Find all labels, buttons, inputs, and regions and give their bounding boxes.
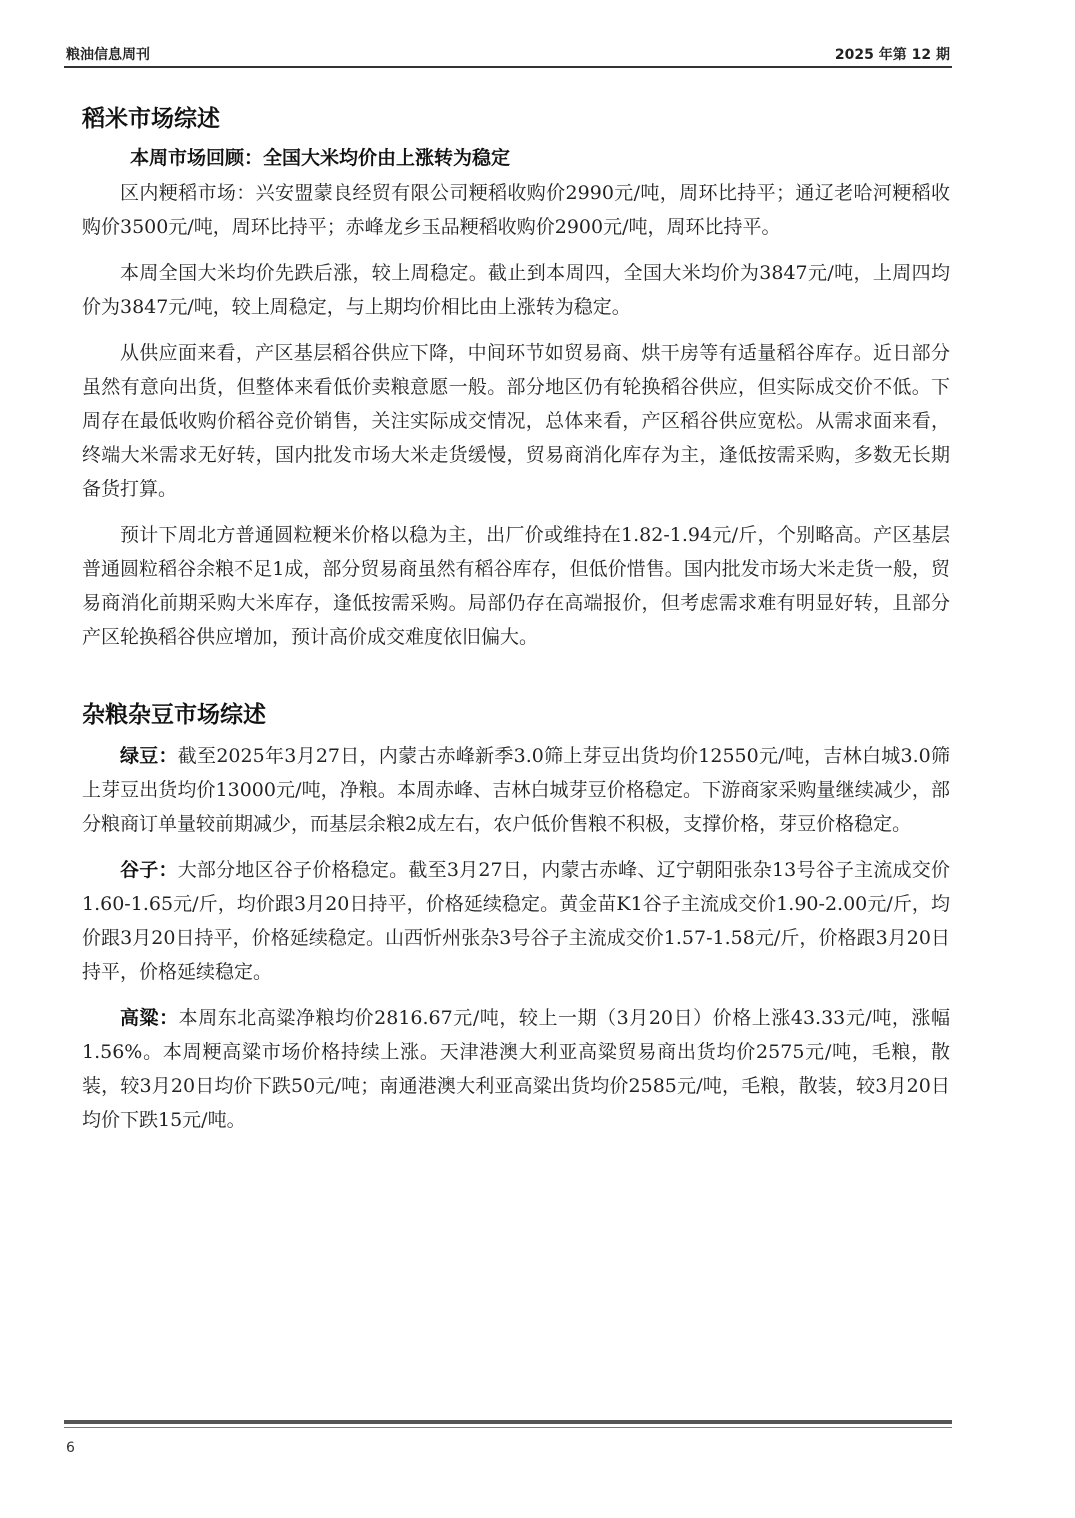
footer-divider-thick — [64, 1420, 952, 1424]
sorghum-paragraph — [82, 1001, 950, 1137]
journal-title: 粮油信息周刊 — [66, 47, 150, 63]
mung-bean-text: 截至2025年3月27日，内蒙古赤峰新季3.0筛上芽豆出货均价12550元/吨，吉林白城3.0筛上芽豆出货均价13000元/吨，净粮。本周赤峰、吉林白城芽豆价格稳定。下游商家采购量继续减少，部分粮商订单量较前期减少，而基层余粮2成左右，农户低价售粮不积极，支撑价格，芽豆价格稳定。 — [82, 745, 950, 835]
sorghum-text: 本周东北高粱净粮均价2816.67元/吨，较上一期（3月20日）价格上涨43.33元/吨，涨幅1.56%。本周粳高粱市场价格持续上涨。天津港澳大利亚高粱贸易商出货均价2575元/吨，毛粮，散装，较3月20日均价下跌50元/吨；南通港澳大利亚高粱出货均价2585元/吨，毛粮，散装，较3月20日均价下跌15元/吨。 — [82, 1007, 950, 1131]
rice-section-subtitle: 本周市场回顾：全国大米均价由上涨转为稳定 — [130, 147, 511, 169]
millet-label: 谷子： — [120, 859, 178, 881]
mung-bean-paragraph — [82, 739, 950, 841]
rice-paragraph-3: 从供应面来看，产区基层稻谷供应下降，中间环节如贸易商、烘干房等有适量稻谷库存。近日部分虽然有意向出货，但整体来看低价卖粮意愿一般。部分地区仍有轮换稻谷供应，但实际成交价不低。下周存在最低收购价稻谷竞价销售，关注实际成交情况，总体来看，产区稻谷供应宽松。从需求面来看，终端大米需求无好转，国内批发市场大米走货缓慢，贸易商消化库存为主，逢低按需采购，多数无长期备货打算。 — [82, 342, 950, 500]
mung-bean-label: 绿豆： — [120, 745, 178, 767]
footer-divider-thin — [64, 1427, 952, 1428]
issue-number: 2025 年第 12 期 — [834, 47, 950, 63]
millet-paragraph — [82, 853, 950, 989]
section-gap — [82, 666, 950, 696]
grains-section-title: 杂粮杂豆市场综述 — [82, 702, 266, 728]
rice-paragraph-1: 区内粳稻市场：兴安盟蒙良经贸有限公司粳稻收购价2990元/吨，周环比持平；通辽老哈河粳稻收购价3500元/吨，周环比持平；赤峰龙乡玉品粳稻收购价2900元/吨，周环比持平。 — [82, 182, 950, 238]
rice-section-title: 稻米市场综述 — [82, 106, 220, 132]
header-divider — [64, 66, 952, 68]
article-body — [82, 100, 950, 1149]
rice-paragraph-4: 预计下周北方普通圆粒粳米价格以稳为主，出厂价或维持在1.82-1.94元/斤，个别略高。产区基层普通圆粒稻谷余粮不足1成，部分贸易商虽然有稻谷库存，但低价惜售。国内批发市场大米走货一般，贸易商消化前期采购大米库存，逢低按需采购。局部仍存在高端报价，但考虑需求难有明显好转，且部分产区轮换稻谷供应增加，预计高价成交难度依旧偏大。 — [82, 524, 950, 648]
sorghum-label: 高粱： — [120, 1007, 179, 1029]
rice-paragraph-2: 本周全国大米均价先跌后涨，较上周稳定。截止到本周四，全国大米均价为3847元/吨，上周四均价为3847元/吨，较上周稳定，与上期均价相比由上涨转为稳定。 — [82, 262, 950, 318]
page-number: 6 — [66, 1440, 75, 1456]
millet-text: 大部分地区谷子价格稳定。截至3月27日，内蒙古赤峰、辽宁朝阳张杂13号谷子主流成交价1.60-1.65元/斤，均价跟3月20日持平，价格延续稳定。黄金苗K1谷子主流成交价1.90-2.00元/斤，均价跟3月20日持平，价格延续稳定。山西忻州张杂3号谷子主流成交价1.57-1.58元/斤，价格跟3月20日持平，价格延续稳定。 — [82, 859, 950, 983]
